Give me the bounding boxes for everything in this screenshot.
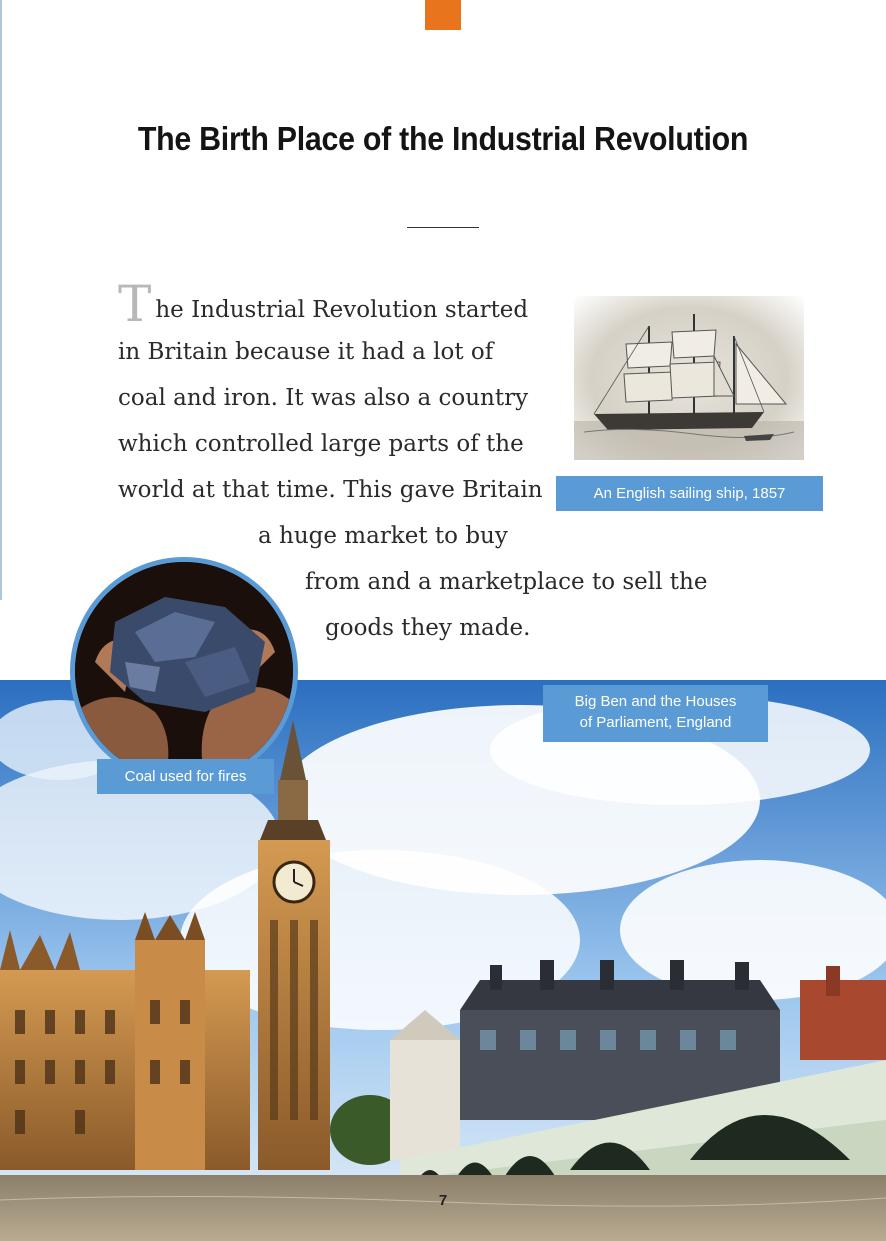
page-side-rule: [0, 0, 2, 600]
body-line-4: which controlled large parts of the: [118, 431, 524, 457]
body-line-7: from and a marketplace to sell the: [305, 569, 708, 595]
ship-caption: An English sailing ship, 1857: [556, 476, 823, 511]
title-divider: [407, 227, 479, 228]
drop-cap: T: [118, 275, 152, 333]
body-line-6: a huge market to buy: [258, 523, 508, 549]
coal-caption: Coal used for fires: [97, 759, 274, 794]
sailing-ship-image: [574, 296, 804, 460]
section-tab-marker: [425, 0, 461, 30]
body-line-2: in Britain because it had a lot of: [118, 339, 494, 365]
body-line-1: The Industrial Revolution started: [118, 275, 529, 333]
body-line-8: goods they made.: [325, 615, 531, 641]
body-line-5: world at that time. This gave Britain: [118, 477, 543, 503]
page-title: The Birth Place of the Industrial Revolution: [137, 120, 749, 157]
big-ben-caption: Big Ben and the Houses of Parliament, England: [543, 685, 768, 742]
body-line-3: coal and iron. It was also a country: [118, 385, 529, 411]
page-number: 7: [438, 1192, 448, 1209]
coal-image: [70, 557, 298, 785]
